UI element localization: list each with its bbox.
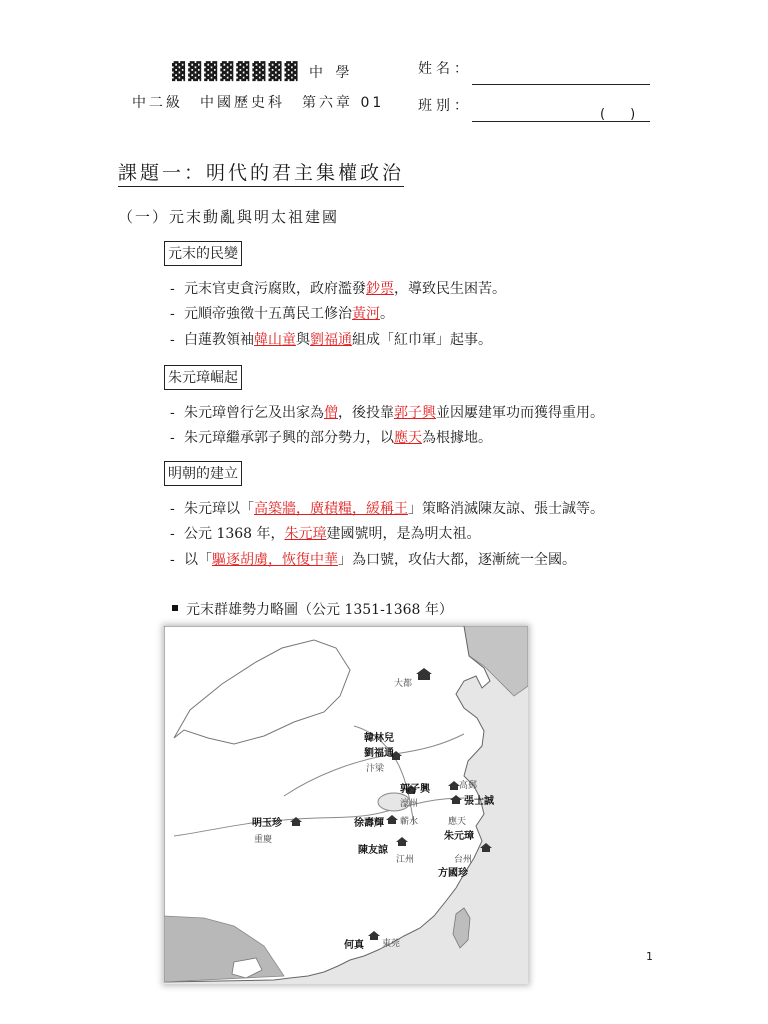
label-dadu: 大都 bbox=[394, 679, 413, 689]
label-zhuyuanzhang: 朱元璋 bbox=[444, 831, 474, 842]
topic-heading: 明朝的建立 bbox=[164, 461, 242, 486]
map-caption: 元末群雄勢力略圖（公元 1351-1368 年） bbox=[172, 599, 453, 619]
label-guozixing: 郭子興 bbox=[400, 784, 430, 795]
bullet-text: 」策略消滅陳友諒、張士誠等。 bbox=[408, 501, 604, 517]
bullet-text: 」為口號，攻佔大都，逐漸統一全國。 bbox=[338, 552, 576, 568]
answer-highlight: 黃河 bbox=[352, 306, 380, 322]
name-field-line[interactable] bbox=[472, 84, 650, 85]
label-chenyouliang: 陳友諒 bbox=[358, 845, 388, 856]
bullet-text: 組成「紅巾軍」起事。 bbox=[352, 332, 492, 348]
bullet-item: - 元末官吏貪污腐敗，政府濫發鈔票，導致民生困苦。 bbox=[170, 281, 506, 297]
class-field-line[interactable] bbox=[472, 121, 650, 122]
bullet-text: 。 bbox=[380, 306, 394, 322]
bullet-item: - 白蓮教領袖韓山童與劉福通組成「紅巾軍」起事。 bbox=[170, 332, 492, 348]
label-fangguozhen: 方國珍 bbox=[438, 868, 468, 879]
class-label: 班別： bbox=[418, 98, 472, 114]
label-yingtian: 應天 bbox=[448, 817, 467, 827]
bullet-text: 元順帝強徵十五萬民工修治 bbox=[184, 306, 352, 322]
bullet-text: 建國號明，是為明太祖。 bbox=[326, 526, 481, 542]
square-bullet-icon bbox=[172, 605, 178, 611]
bullet-text: ，導致民生困苦。 bbox=[394, 281, 506, 297]
bullet-text: 元末官吏貪污腐敗，政府濫發 bbox=[184, 281, 366, 297]
label-xushouhui: 徐壽輝 bbox=[354, 818, 384, 829]
label-bianliang: 汴梁 bbox=[366, 764, 385, 774]
bullet-text: 以「 bbox=[184, 552, 212, 568]
label-qishui: 蘄水 bbox=[400, 817, 419, 827]
answer-highlight: 驅逐胡虜，恢復中華 bbox=[212, 552, 338, 568]
bullet-text: 為根據地。 bbox=[422, 430, 492, 446]
bullet-item: - 以「驅逐胡虜，恢復中華」為口號，攻佔大都，逐漸統一全國。 bbox=[170, 552, 576, 568]
label-hanlinger: 韓林兒 bbox=[364, 733, 394, 744]
section-heading: （一）元末動亂與明太祖建國 bbox=[118, 208, 340, 226]
bullet-item: - 公元 1368 年，朱元璋建國號明，是為明太祖。 bbox=[170, 526, 481, 542]
school-name-redacted: ▓▓▓▓▓▓▓▓ bbox=[172, 62, 301, 82]
name-label: 姓名： bbox=[418, 61, 472, 77]
bullet-item: - 朱元璋曾行乞及出家為僧，後投靠郭子興並因屢建軍功而獲得重用。 bbox=[170, 405, 604, 421]
label-chongqing: 重慶 bbox=[254, 835, 273, 845]
answer-highlight: 劉福通 bbox=[310, 332, 352, 348]
bullet-item: - 朱元璋以「高築牆，廣積糧，緩稱王」策略消滅陳友諒、張士誠等。 bbox=[170, 501, 604, 517]
label-zhangshicheng: 張士誠 bbox=[464, 796, 494, 807]
answer-highlight: 應天 bbox=[394, 430, 422, 446]
map-svg bbox=[164, 626, 528, 984]
school-suffix: 中 學 bbox=[309, 65, 354, 81]
page-number: 1 bbox=[646, 950, 653, 963]
bullet-text: 朱元璋以「 bbox=[184, 501, 254, 517]
class-number-paren: ( ) bbox=[600, 107, 642, 122]
answer-highlight: 韓山童 bbox=[254, 332, 296, 348]
bullet-item: - 元順帝強徵十五萬民工修治黃河。 bbox=[170, 306, 394, 322]
bullet-text: 公元 1368 年， bbox=[184, 526, 285, 542]
bullet-item: - 朱元璋繼承郭子興的部分勢力，以應天為根據地。 bbox=[170, 430, 492, 446]
bullet-text: 與 bbox=[296, 332, 310, 348]
bullet-text: 並因屢建軍功而獲得重用。 bbox=[436, 405, 604, 421]
topic-heading: 元末的民變 bbox=[164, 241, 242, 266]
answer-highlight: 高築牆，廣積糧，緩稱王 bbox=[254, 501, 408, 517]
bullet-text: ，後投靠 bbox=[338, 405, 394, 421]
bullet-text: 白蓮教領袖 bbox=[184, 332, 254, 348]
answer-highlight: 郭子興 bbox=[394, 405, 436, 421]
map-figure bbox=[164, 626, 528, 984]
answer-highlight: 朱元璋 bbox=[284, 526, 327, 542]
course-line: 中二級 中國歷史科 第六章 01 bbox=[132, 95, 385, 111]
label-haozhou: 濠州 bbox=[400, 799, 419, 809]
label-dongguan: 東莞 bbox=[382, 939, 401, 949]
label-taizhou: 台州 bbox=[454, 855, 473, 865]
label-mingyuzhen: 明玉珍 bbox=[252, 818, 282, 829]
answer-highlight: 鈔票 bbox=[366, 281, 394, 297]
label-liufutong: 劉福通 bbox=[364, 748, 394, 759]
topic-heading: 朱元璋崛起 bbox=[164, 365, 242, 390]
answer-highlight: 僧 bbox=[324, 405, 338, 421]
label-gaoyou: 高郵 bbox=[459, 781, 478, 791]
bullet-text: 朱元璋曾行乞及出家為 bbox=[184, 405, 324, 421]
label-hezhen: 何真 bbox=[344, 940, 364, 951]
label-jiangzhou: 江州 bbox=[396, 855, 415, 865]
lesson-title: 課題一：明代的君主集權政治 bbox=[118, 158, 404, 187]
school-name bbox=[172, 62, 354, 82]
bullet-text: 朱元璋繼承郭子興的部分勢力，以 bbox=[184, 430, 394, 446]
